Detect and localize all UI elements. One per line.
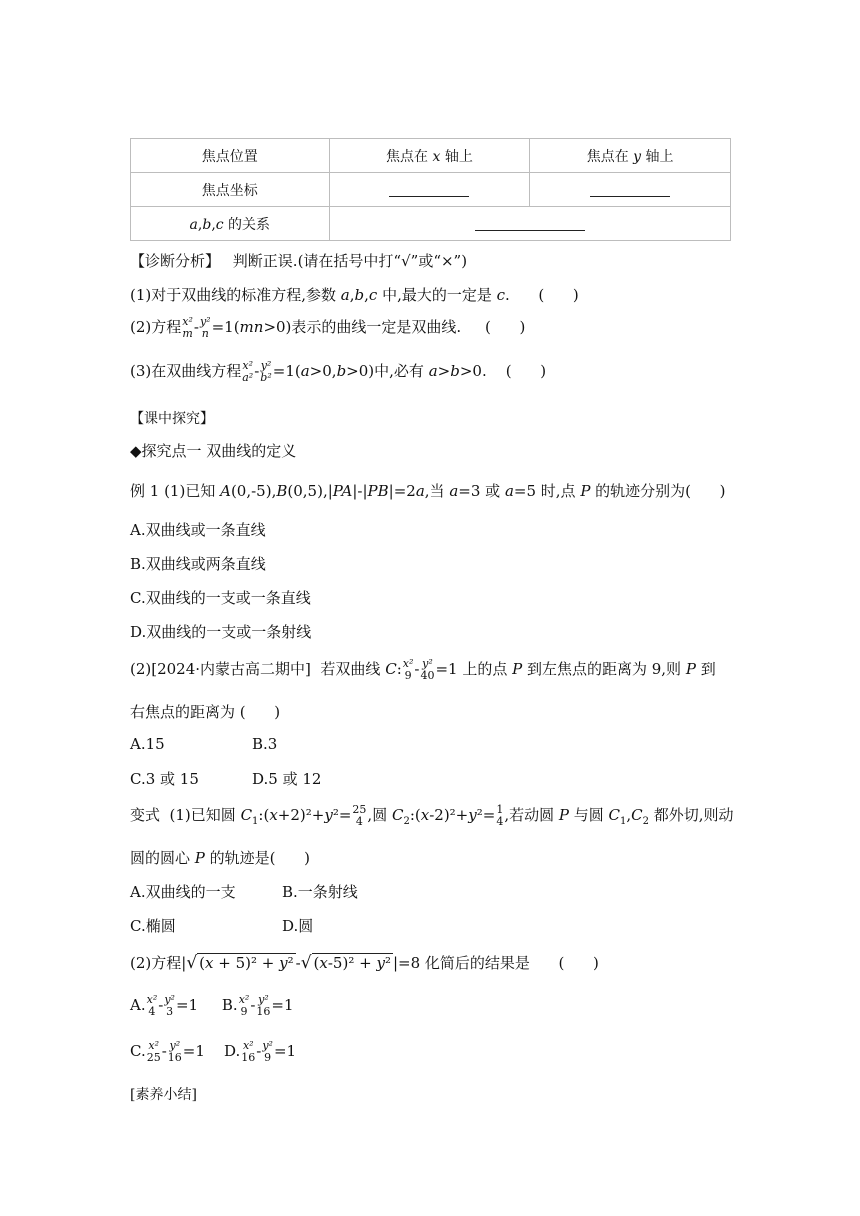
option-a: A.15 [130, 735, 165, 753]
example-1-question-2-cont: 右焦点的距离为 ( ) [130, 703, 281, 721]
answer-blank [590, 182, 670, 197]
diagnosis-item-3: (3)在双曲线方程 x² a² - y² b² =1(a>0,b>0)中,必有 a>b>0. ( ) [130, 359, 547, 384]
answer-blank [475, 216, 585, 231]
instruction-text: 判断正误.(请在括号中打“√”或“×”) [232, 252, 468, 270]
variant-question-2: (2)方程|√ (x + 5)² + y² -√ (x-5)² + y² |=8 化简后的结果是 ( ) [130, 953, 599, 973]
table-cell [329, 207, 730, 241]
table-row [131, 173, 731, 207]
diagnosis-heading [130, 250, 467, 271]
option-b: B.3 [252, 735, 278, 753]
option-a: A.双曲线或一条直线 [130, 521, 266, 539]
table-cell: 焦点在 x 轴上 [329, 139, 530, 173]
table-cell [530, 173, 731, 207]
option-cd: C. x² 25 - y² 16 =1 D. x² 16 - y² 9 =1 [130, 1039, 297, 1064]
option-ab: A. x² 4 - y² 3 =1 B. x² 9 - y² 16 =1 [130, 993, 294, 1018]
option-c: C.椭圆 [130, 917, 176, 935]
table-cell: a,b,c 的关系 [131, 207, 330, 241]
table-cell: 焦点坐标 [131, 173, 330, 207]
lesson-heading: 【课中探究】 [130, 411, 214, 427]
option-c: C.双曲线的一支或一条直线 [130, 589, 311, 607]
table-row [131, 139, 731, 173]
summary-heading: [素养小结] [130, 1087, 197, 1103]
table-cell: 焦点在 y 轴上 [530, 139, 731, 173]
hyperbola-table [130, 138, 731, 241]
option-d: D.双曲线的一支或一条射线 [130, 623, 312, 641]
example-1-question-1: 例 1 (1)已知 A(0,-5),B(0,5),|PA|-|PB|=2a,当 a=3 或 a=5 时,点 P 的轨迹分别为( ) [130, 482, 726, 500]
option-b: B.双曲线或两条直线 [130, 555, 266, 573]
option-c: C.3 或 15 [130, 770, 199, 788]
option-a: A.双曲线的一支 [130, 883, 236, 901]
diagnosis-item-2: (2)方程 x² m - y² n =1(mn>0)表示的曲线一定是双曲线. ( ) [130, 315, 526, 340]
table-cell [329, 173, 530, 207]
variant-question-1: 变式 (1)已知圆 $C_1:(x+2)^2+y^2=$ 25 4 ,圆 $C_2:(x-2)^2+y^2=$ 1 4 ,若动圆 P 与圆 $C_1,C_2$ 都外切,则动 [130, 803, 734, 828]
variant-question-1-cont: 圆的圆心 P 的轨迹是( ) [130, 849, 310, 867]
option-b: B.一条射线 [282, 883, 358, 901]
example-1-question-2: (2)[2024·内蒙古高二期中] 若双曲线 C: x² 9 - y² 40 =1 上的点 P 到左焦点的距离为 9,则 P 到 [130, 657, 716, 682]
answer-blank [389, 182, 469, 197]
option-d: D.5 或 12 [252, 770, 322, 788]
diagnosis-item-1: (1)对于双曲线的标准方程,参数 a,b,c 中,最大的一定是 c. ( ) [130, 286, 579, 304]
section-heading: 【诊断分析】 [130, 252, 221, 270]
explore-point-title: ◆探究点一 双曲线的定义 [130, 442, 297, 460]
table-row [131, 207, 731, 241]
option-d: D.圆 [282, 917, 314, 935]
table-cell: 焦点位置 [131, 139, 330, 173]
